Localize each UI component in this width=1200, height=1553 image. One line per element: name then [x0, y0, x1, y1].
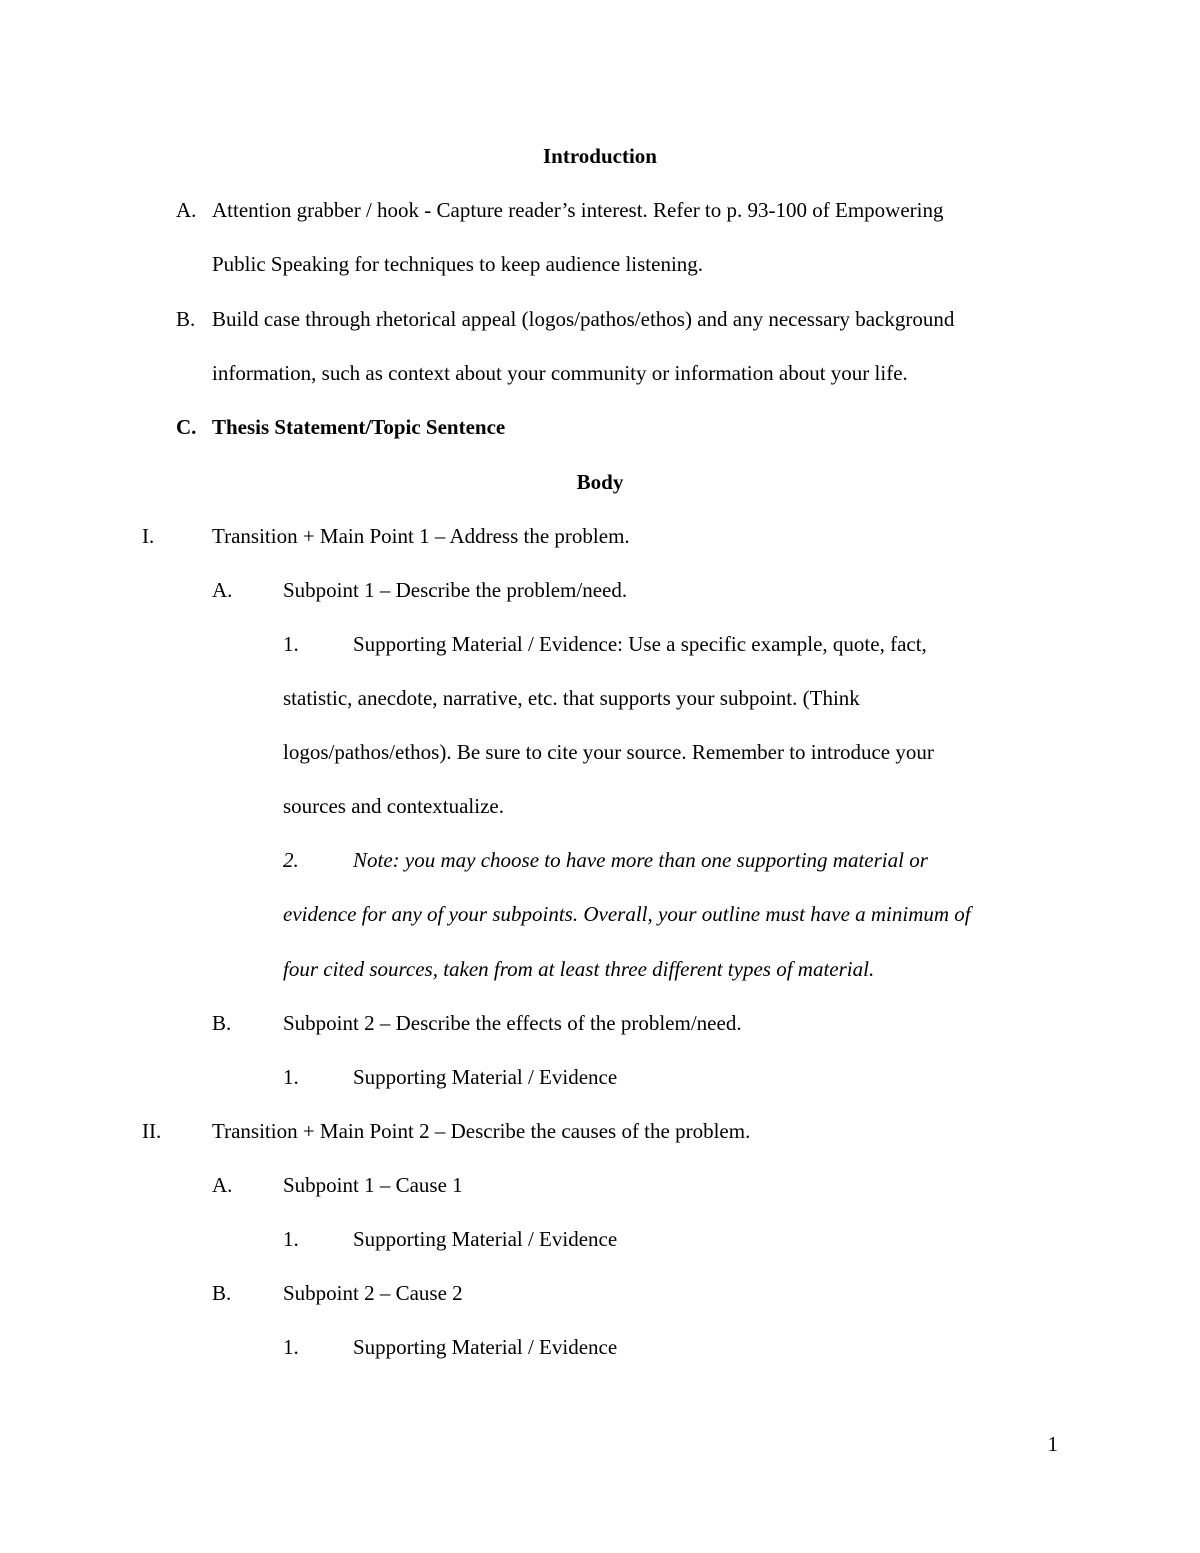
- mp2-a-support-1-marker: 1.: [283, 1227, 299, 1251]
- intro-item-b-marker: B.: [176, 307, 196, 331]
- mp1-a-support-1-line-4: sources and contextualize.: [283, 794, 504, 818]
- main-point-1-marker: I.: [142, 524, 155, 548]
- mp1-subpoint-a-marker: A.: [212, 578, 233, 602]
- main-point-2-marker: II.: [142, 1119, 162, 1143]
- mp1-a-note-line-1: Note: you may choose to have more than one supporting material or: [353, 848, 928, 872]
- mp2-b-support-1-marker: 1.: [283, 1335, 299, 1359]
- intro-item-c-marker: C.: [176, 415, 197, 439]
- mp1-b-support-1-text: Supporting Material / Evidence: [353, 1065, 618, 1089]
- intro-item-b-line-1: Build case through rhetorical appeal (logos/pathos/ethos) and any necessary background: [212, 307, 955, 331]
- intro-item-b-line-2: information, such as context about your community or information about your life.: [212, 361, 908, 385]
- mp1-b-support-1-marker: 1.: [283, 1065, 299, 1089]
- mp1-subpoint-b-marker: B.: [212, 1011, 232, 1035]
- mp2-subpoint-b-text: Subpoint 2 – Cause 2: [283, 1281, 463, 1305]
- intro-item-a-marker: A.: [176, 198, 197, 222]
- mp1-a-support-2-marker: 2.: [283, 848, 299, 872]
- mp2-subpoint-b-marker: B.: [212, 1281, 232, 1305]
- mp1-a-support-1-line-3: logos/pathos/ethos). Be sure to cite your source. Remember to introduce your: [283, 740, 934, 764]
- mp1-a-note-line-2: evidence for any of your subpoints. Overall, your outline must have a minimum of: [283, 902, 971, 926]
- mp1-a-support-1-marker: 1.: [283, 632, 299, 656]
- mp2-b-support-1-text: Supporting Material / Evidence: [353, 1335, 618, 1359]
- introduction-heading: Introduction: [543, 144, 657, 168]
- mp1-a-support-1-line-2: statistic, anecdote, narrative, etc. that supports your subpoint. (Think: [283, 686, 860, 710]
- mp2-a-support-1-text: Supporting Material / Evidence: [353, 1227, 618, 1251]
- mp1-a-note-line-3: four cited sources, taken from at least three different types of material.: [283, 957, 875, 981]
- mp2-subpoint-a-text: Subpoint 1 – Cause 1: [283, 1173, 463, 1197]
- main-point-1-text: Transition + Main Point 1 – Address the problem.: [212, 524, 630, 548]
- intro-item-a-line-1: Attention grabber / hook - Capture reader’s interest. Refer to p. 93-100 of Empowering: [212, 198, 944, 222]
- main-point-2-text: Transition + Main Point 2 – Describe the causes of the problem.: [212, 1119, 751, 1143]
- intro-item-a-line-2: Public Speaking for techniques to keep audience listening.: [212, 252, 704, 276]
- mp1-a-support-1-line-1: Supporting Material / Evidence: Use a specific example, quote, fact,: [353, 632, 927, 656]
- mp1-subpoint-a-text: Subpoint 1 – Describe the problem/need.: [283, 578, 628, 602]
- page-number: 1: [1047, 1432, 1058, 1456]
- mp2-subpoint-a-marker: A.: [212, 1173, 233, 1197]
- body-heading: Body: [576, 470, 624, 494]
- thesis-statement-label: Thesis Statement/Topic Sentence: [212, 415, 506, 439]
- mp1-subpoint-b-text: Subpoint 2 – Describe the effects of the problem/need.: [283, 1011, 742, 1035]
